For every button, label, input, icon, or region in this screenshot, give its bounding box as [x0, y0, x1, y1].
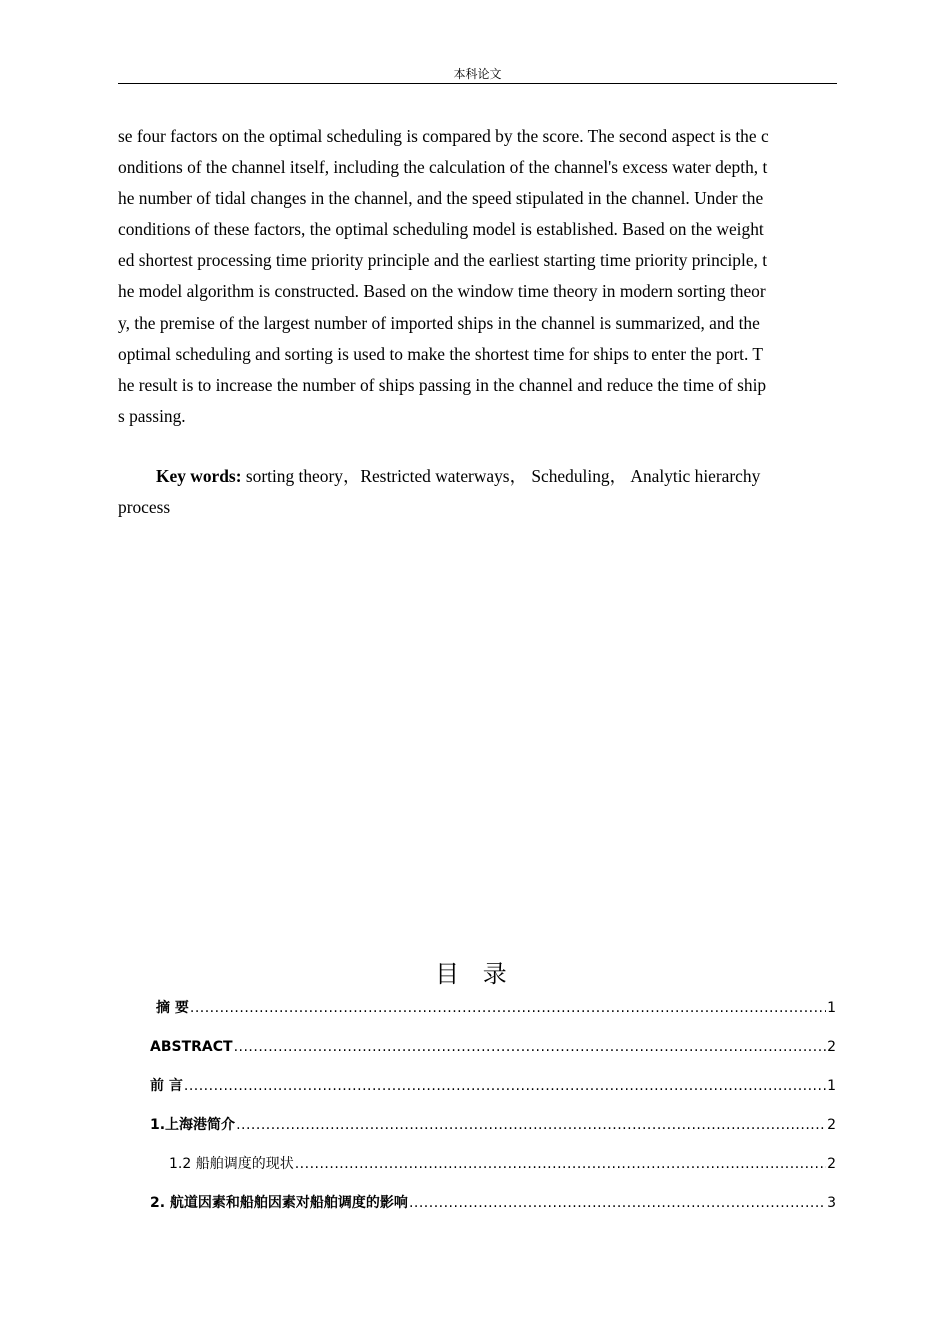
keywords-continuation: process	[118, 497, 171, 518]
keyword-separator: ，	[609, 466, 627, 486]
toc-entry-page: 1	[827, 1000, 836, 1016]
toc-list	[150, 995, 836, 1229]
abstract-line: s passing.	[118, 405, 186, 426]
keyword: Scheduling	[531, 466, 610, 486]
toc-entry-label: ABSTRACT	[150, 1039, 233, 1055]
toc-entry[interactable]	[150, 995, 836, 1034]
toc-entry-label: 1.2 船舶调度的现状	[169, 1156, 294, 1172]
abstract-line: y, the premise of the largest number of imported ships in the channel is summarized, and the	[118, 312, 760, 333]
abstract-line: onditions of the channel itself, including the calculation of the channel's excess water depth, t	[118, 157, 768, 178]
keyword: sorting theory	[245, 466, 343, 486]
keyword: Analytic hierarchy	[630, 466, 761, 486]
toc-leader	[409, 1190, 826, 1216]
toc-entry-page: 3	[827, 1195, 836, 1211]
keywords-paragraph	[118, 461, 834, 523]
toc-leader	[190, 995, 826, 1021]
toc-entry[interactable]	[150, 1034, 836, 1073]
abstract-line: ed shortest processing time priority principle and the earliest starting time priority principle, t	[118, 250, 768, 271]
toc-entry-page: 1	[827, 1078, 836, 1094]
toc-entry[interactable]	[150, 1190, 836, 1229]
toc-entry-page: 2	[827, 1117, 836, 1133]
toc-entry-label: 摘 要	[156, 1000, 189, 1016]
abstract-line: he model algorithm is constructed. Based on the window time theory in modern sorting theor	[118, 281, 766, 302]
toc-leader	[236, 1112, 826, 1138]
toc-entry[interactable]	[150, 1073, 836, 1112]
abstract-line: conditions of these factors, the optimal scheduling model is established. Based on the weight	[118, 219, 764, 240]
abstract-line: optimal scheduling and sorting is used to make the shortest time for ships to enter the port. T	[118, 343, 763, 364]
header-title: 本科论文	[453, 67, 502, 81]
keywords-label: Key words:	[156, 466, 242, 486]
toc-entry-page: 2	[827, 1156, 836, 1172]
toc-entry-label: 1.上海港简介	[150, 1117, 236, 1133]
keyword: Restricted waterways	[360, 466, 510, 486]
abstract-body	[118, 121, 834, 432]
page-header	[118, 66, 837, 84]
abstract-line: he result is to increase the number of ships passing in the channel and reduce the time of ship	[118, 374, 767, 395]
keywords-line	[118, 461, 834, 492]
toc-title: 目 录	[435, 960, 515, 988]
toc-leader	[184, 1073, 826, 1099]
toc-entry-label: 前 言	[150, 1078, 183, 1094]
toc-entry-page: 2	[827, 1039, 836, 1055]
toc-entry[interactable]	[150, 1151, 836, 1190]
toc-leader	[234, 1034, 827, 1060]
toc-entry-label: 2. 航道因素和船舶因素对船舶调度的影响	[150, 1195, 408, 1211]
toc-leader	[295, 1151, 826, 1177]
abstract-line: he number of tidal changes in the channel, and the speed stipulated in the channel. Under the	[118, 188, 764, 209]
toc-entry[interactable]	[150, 1112, 836, 1151]
keyword-separator: ，	[342, 466, 361, 486]
abstract-line: se four factors on the optimal scheduling is compared by the score. The second aspect is the c	[118, 126, 769, 146]
keyword-separator: ，	[509, 466, 527, 486]
